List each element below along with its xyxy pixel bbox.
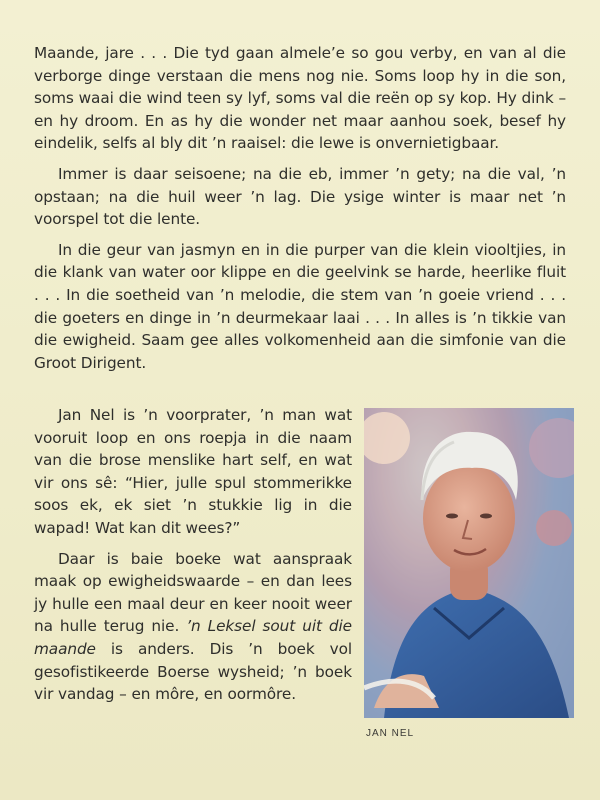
author-portrait-image <box>364 408 574 718</box>
photo-caption: JAN NEL <box>366 728 415 739</box>
book-title: ’n Leksel sout uit die maande <box>34 617 352 658</box>
paragraph-3: In die geur van jasmyn en in die purper van die klein viooltjies, in die klank van water oor klippe en die geelvink se harde, heerlike fluit . . . In die soetheid van ’n melodie, die stem van ’n goeie vriend . . . die goeters en dinge in ’n deurmekaar laai . . . In alles is ’n tikkie van die ewigheid. Saam gee alles volkomenheid aan die simfonie van die Groot Dirigent. <box>34 240 566 372</box>
paragraph-4: Jan Nel is ’n voorprater, ’n man wat vooruit loop en ons roepja in die naam van die brose menslike hart self, en wat vir ons sê: “Hier, julle spul stommerikke soos ek, ek siet ’n stukkie lig in die wapad! Wat kan dit wees?” <box>34 406 352 537</box>
paragraph-1: Maande, jare . . . Die tyd gaan almele’e so gou verby, en van al die verborge dinge verstaan die mens nog nie. Soms loop hy in die son, soms waai die wind teen sy lyf, soms val die reën op sy kop. Hy dink – en hy droom. En as hy die wonder net maar aanhou soek, besef hy eindelik, selfs al bly dit ’n raaisel: die lewe is onvernietigbaar. <box>34 44 566 153</box>
paragraph-2: Immer is daar seisoene; na die eb, immer ’n gety; na die val, ’n opstaan; na die huil weer ’n lag. Die ysige winter is maar net ’n voorspel tot die lente. <box>34 164 566 229</box>
paragraph-5-start: Daar is baie boeke wat aanspraak maak op ewigheidswaarde – en dan lees jy hulle een maal deur en keer nooit weer na hulle terug nie. <box>34 549 352 636</box>
body-text-top <box>34 42 566 382</box>
body-text-lower <box>34 404 352 714</box>
author-photo <box>364 408 574 718</box>
paragraph-5 <box>34 548 352 706</box>
paragraph-5-end: is anders. Dis ’n boek vol gesofistikeerde Boerse wysheid; ’n boek vir vandag – en môre, en oormôre. <box>34 639 352 704</box>
